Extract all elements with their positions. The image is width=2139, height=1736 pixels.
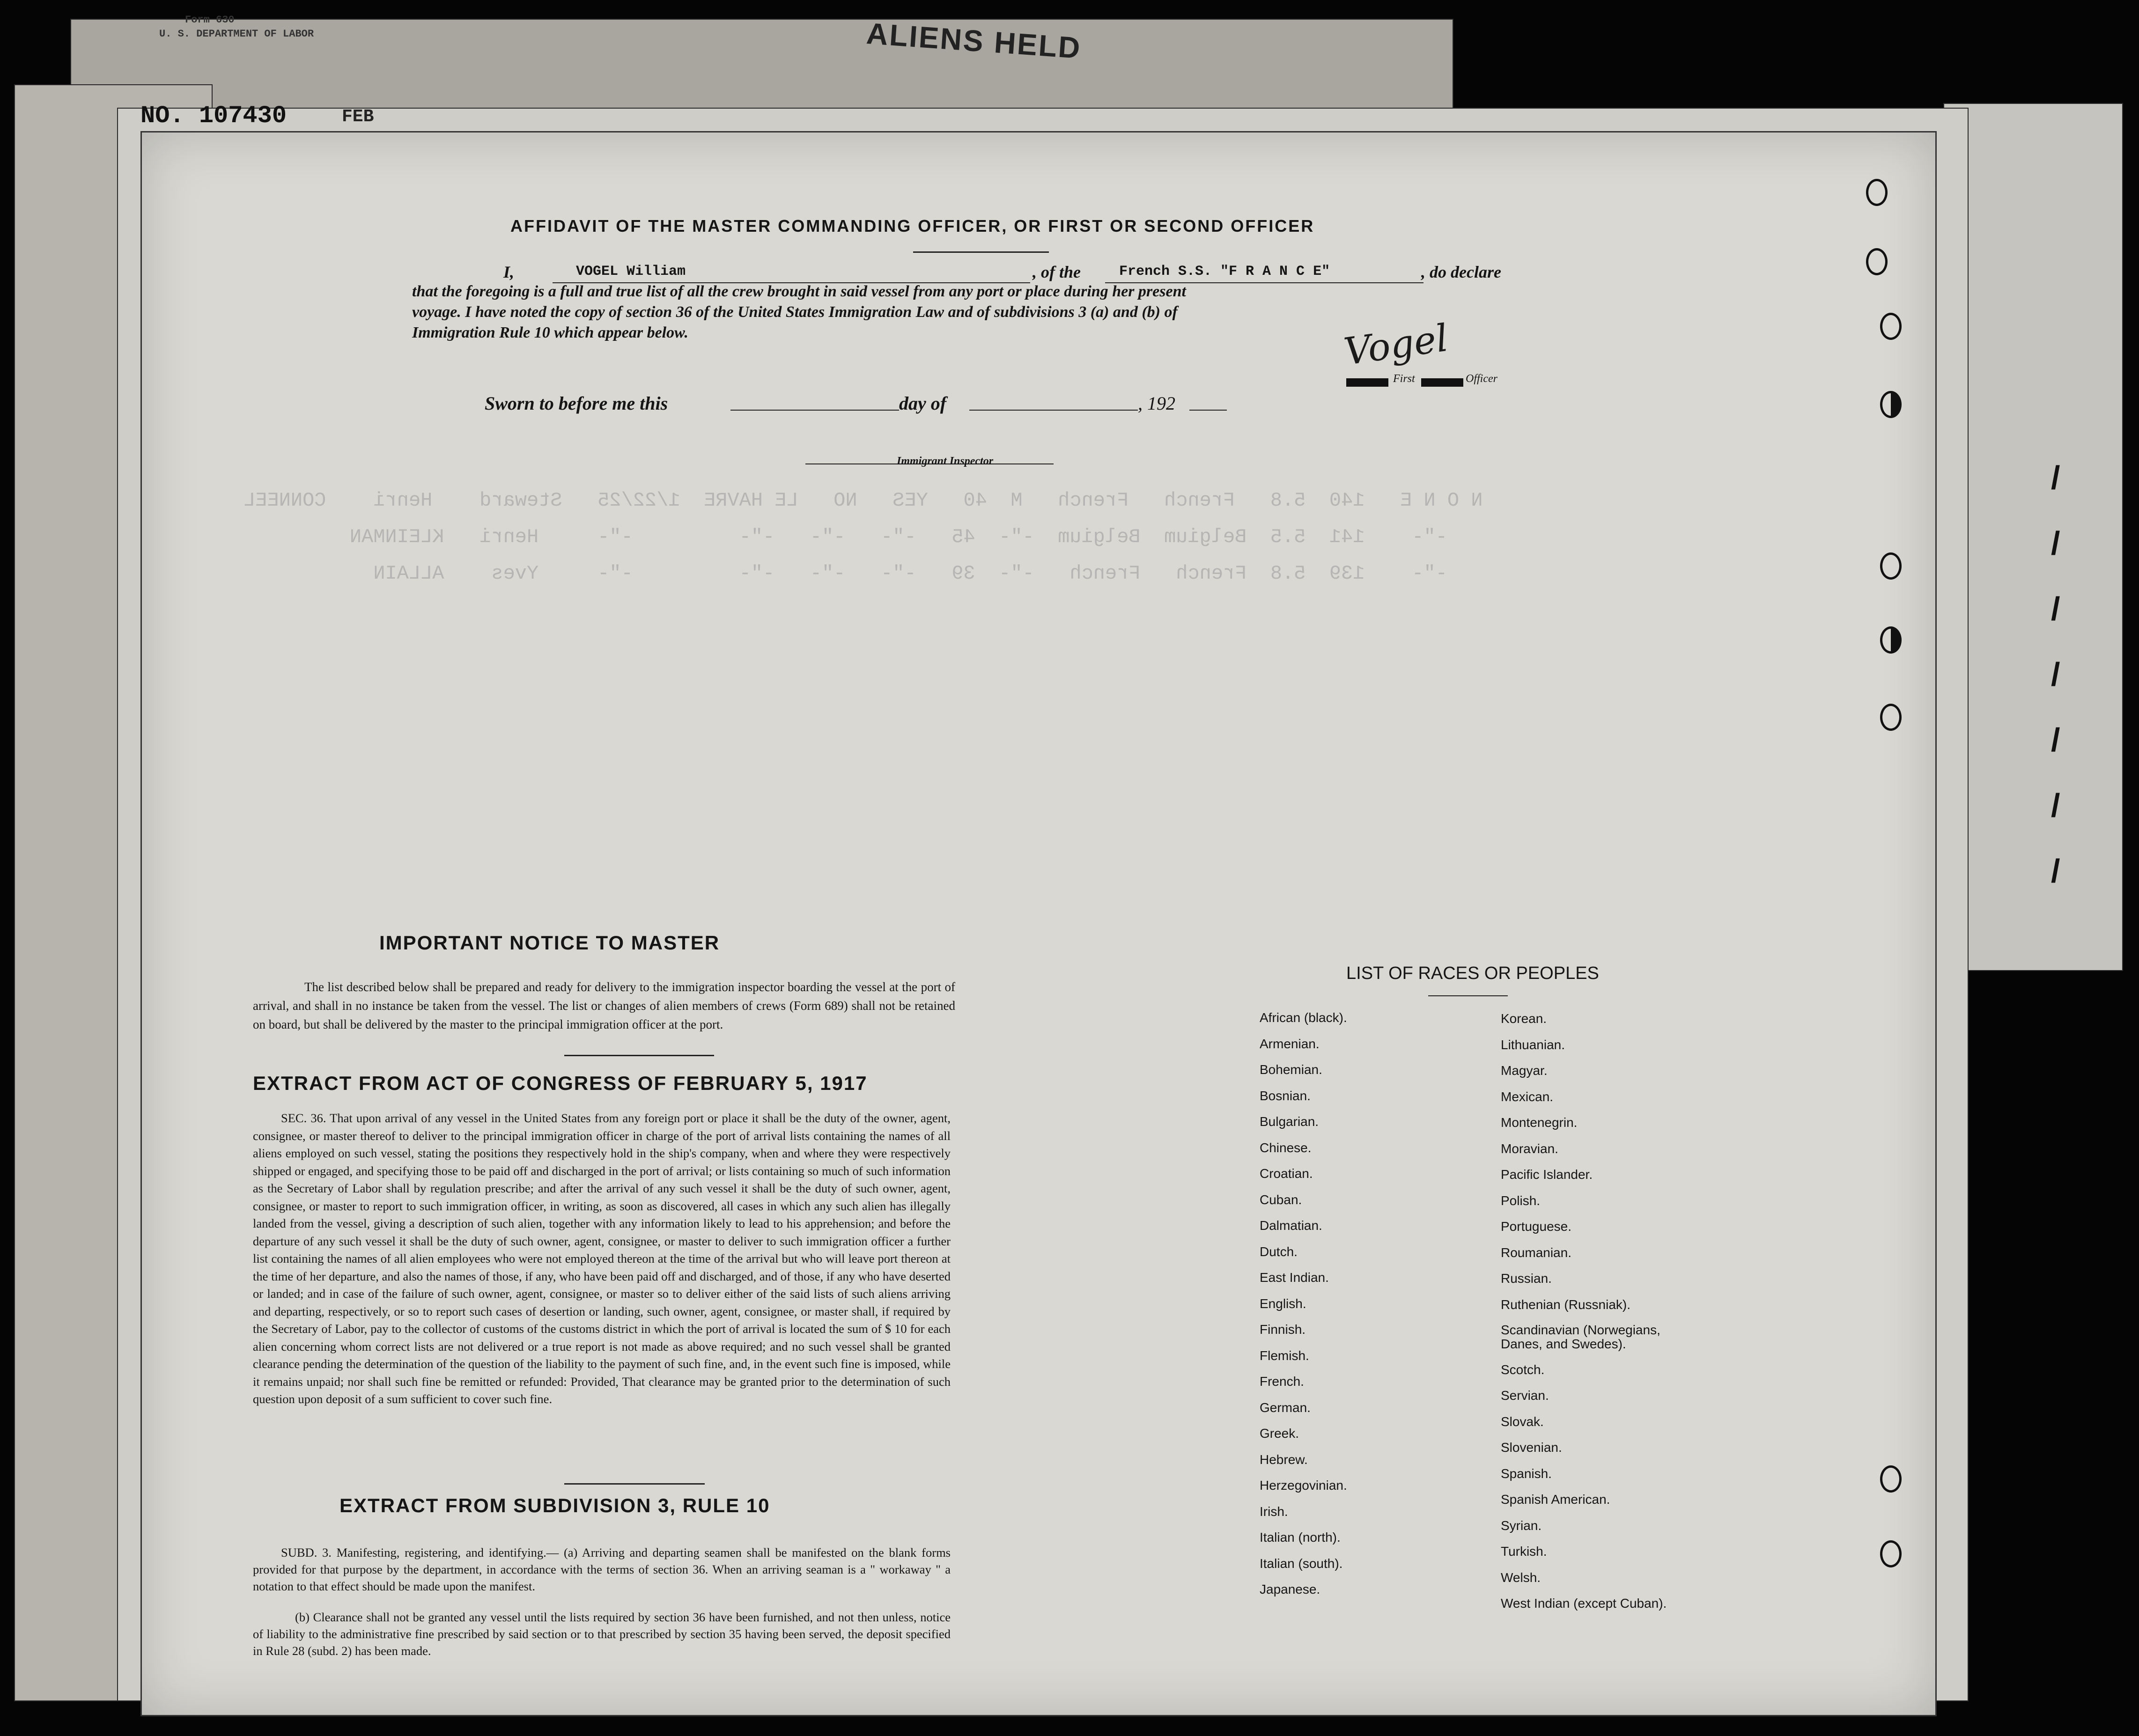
- race-item: Slovenian.: [1501, 1440, 1562, 1455]
- race-item: English.: [1260, 1296, 1306, 1311]
- race-item: Scotch.: [1501, 1362, 1545, 1377]
- extract-rule-text-a: SUBD. 3. Manifesting, registering, and identifying.— (a) Arriving and departing seamen shall be manifested on the blank forms provided for that purpose by the department, in accordance with the terms of section 36. When an arriving seaman is a " workaway " a notation to that effect should be made upon the manifest.: [253, 1545, 951, 1593]
- race-item: Japanese.: [1260, 1582, 1320, 1596]
- officer-name-field: VOGEL William: [576, 264, 686, 280]
- race-item: Italian (south).: [1260, 1556, 1343, 1571]
- officer-signature: Vogel: [1341, 316, 1451, 374]
- race-item: Spanish American.: [1501, 1492, 1610, 1507]
- race-item: Korean.: [1501, 1011, 1547, 1026]
- race-item: Servian.: [1501, 1388, 1549, 1403]
- binder-hole: [1866, 179, 1888, 206]
- race-item: Roumanian.: [1501, 1245, 1571, 1260]
- binder-hole: [1880, 1540, 1902, 1567]
- race-item: Polish.: [1501, 1193, 1541, 1208]
- stub-date-fragment: FEB: [342, 107, 374, 127]
- race-item: Lithuanian.: [1501, 1037, 1565, 1052]
- binder-hole: [1880, 313, 1902, 340]
- race-item: African (black).: [1260, 1010, 1347, 1025]
- race-item: Herzegovinian.: [1260, 1478, 1347, 1493]
- race-item: West Indian (except Cuban).: [1501, 1596, 1667, 1611]
- binder-hole: [1866, 248, 1888, 275]
- race-item: Mexican.: [1501, 1089, 1554, 1104]
- background-form-right: [1943, 103, 2123, 971]
- race-item: Pacific Islander.: [1501, 1167, 1593, 1182]
- race-item: Bosnian.: [1260, 1088, 1311, 1103]
- race-item: Flemish.: [1260, 1348, 1309, 1363]
- race-item: Finnish.: [1260, 1322, 1306, 1337]
- race-item: Greek.: [1260, 1426, 1299, 1441]
- race-item: Turkish.: [1501, 1544, 1547, 1559]
- races-title: LIST OF RACES OR PEOPLES: [1346, 964, 1599, 983]
- important-notice-text: The list described below shall be prepared and ready for delivery to the immigration inspector boarding the vessel at the port of arrival, and shall in no instance be taken from the vessel. The list or changes of alien members of crews (Form 689) shall not be retained on board, but shall be delivered by the master to the principal immigration officer at the port.: [253, 980, 955, 1031]
- race-item: Ruthenian (Russniak).: [1501, 1297, 1631, 1312]
- officer-word: Officer: [1466, 373, 1497, 385]
- affidavit-do-declare: , do declare: [1421, 263, 1501, 281]
- binder-hole: [1880, 626, 1902, 654]
- race-item: Armenian.: [1260, 1036, 1320, 1051]
- race-item: Dutch.: [1260, 1244, 1298, 1259]
- struck-rank-1: [1346, 378, 1388, 387]
- stub-dept-label: U. S. DEPARTMENT OF LABOR: [159, 28, 314, 40]
- affidavit-prefix: I,: [503, 263, 515, 281]
- title-underline: [913, 251, 1049, 253]
- inspector-label: Immigrant Inspector: [897, 455, 994, 467]
- stub-number: NO. 107430: [140, 102, 287, 130]
- sworn-day-line: [730, 410, 899, 411]
- race-item: Slovak.: [1501, 1414, 1544, 1429]
- race-item: Croatian.: [1260, 1166, 1313, 1181]
- extract-act-title: EXTRACT FROM ACT OF CONGRESS OF FEBRUARY 5, 1917: [253, 1072, 868, 1094]
- race-item: Italian (north).: [1260, 1530, 1341, 1545]
- race-item: Spanish.: [1501, 1466, 1552, 1481]
- extract-rule-title: EXTRACT FROM SUBDIVISION 3, RULE 10: [339, 1494, 770, 1516]
- day-of-label: day of: [899, 393, 947, 414]
- sworn-month-line: [969, 410, 1138, 411]
- race-item: Bulgarian.: [1260, 1114, 1319, 1129]
- race-item: Bohemian.: [1260, 1062, 1322, 1077]
- notice-divider: [564, 1055, 714, 1056]
- race-item: Dalmatian.: [1260, 1218, 1322, 1233]
- extract-rule-text-b: (b) Clearance shall not be granted any vessel until the lists required by section 36 have been furnished, and not then unless, notice of liability to the administrative fine prescribed by said section or to that prescribed by section 35 having been served, the deposit specified in Rule 28 (subd. 2) has been made.: [253, 1610, 951, 1658]
- important-notice-title: IMPORTANT NOTICE TO MASTER: [379, 932, 720, 954]
- race-item: French.: [1260, 1374, 1304, 1389]
- race-item: Russian.: [1501, 1271, 1552, 1286]
- affidavit-of-the: , of the: [1033, 263, 1081, 281]
- race-item: German.: [1260, 1400, 1311, 1415]
- bleedthrough-text: N O N E 140 5.8 French French M 40 YES NO LE HAVRE 1/22/25 Steward Henri CONNEEL -"- 141 5.5 Belgium Belgium -"- 45 -"- -"- -"- -"- Henri KLEINMAN -"- 139 5.8 French French -"- 39 -"- -"- -"- -"- Yves ALLAIN: [243, 489, 1483, 585]
- race-item: Chinese.: [1260, 1140, 1312, 1155]
- race-item: Scandinavian (Norwegians, Danes, and Swedes).: [1501, 1323, 1660, 1351]
- officer-rank: First: [1393, 373, 1415, 385]
- races-underline: [1428, 995, 1508, 996]
- act-divider: [564, 1483, 705, 1485]
- affidavit-line-2: that the foregoing is a full and true list of all the crew brought in said vessel from any port or place during her present: [412, 283, 1186, 300]
- race-item: Magyar.: [1501, 1063, 1548, 1078]
- margin-checkmarks: / / / / / / /: [2051, 459, 2060, 889]
- race-item: Irish.: [1260, 1504, 1288, 1519]
- race-item: Hebrew.: [1260, 1452, 1308, 1467]
- stub-torn-header: ALIENS HELD: [865, 16, 1083, 65]
- vessel-name-field: French S.S. "F R A N C E": [1119, 264, 1330, 280]
- race-item: Welsh.: [1501, 1570, 1541, 1585]
- sworn-label: Sworn to before me this: [485, 393, 668, 414]
- race-item: East Indian.: [1260, 1270, 1329, 1285]
- binder-hole: [1880, 704, 1902, 731]
- struck-rank-2: [1421, 378, 1463, 387]
- race-item: Moravian.: [1501, 1141, 1558, 1156]
- race-item: Cuban.: [1260, 1192, 1302, 1207]
- extract-act-text: SEC. 36. That upon arrival of any vessel in the United States from any foreign port or place it shall be the duty of the owner, agent, consignee, or master thereof to deliver to the principal immigration officer in charge of the port of arrival lists containing the names of all aliens employed on such vessel, stating the positions they respectively hold in the ship's company, when and where they were respectively shipped or engaged, and specifying those to be paid off and discharged in the port of arrival; or lists containing so much of such information as the Secretary of Labor shall by regulation prescribe; and after the arrival of any such vessel it shall be the duty of such owner, agent, consignee, or master to report to such immigration officer, in writing, as soon as discovered, all cases in which any such alien has illegally landed from the vessel, giving a description of such alien, together with any information likely to lead to his apprehension; and before the departure of any such vessel it shall be the duty of such owner, agent, consignee, or master to deliver to such immigration officer a further list containing the names of all alien employees who were not employed thereon at the time of the arrival but who will leave port thereon at the time of her departure, and also the names of those, if any, who have been paid off and discharged, and of those, if any who have deserted or landed; and in case of the failure of such owner, agent, consignee, or master so to deliver either of the said lists of such aliens arriving and departing, respectively, or so to report such cases of desertion or landing, such owner, agent, consignee, or master shall, if required by the Secretary of Labor, pay to the collector of customs of the customs district in which the port of arrival is located the sum of $ 10 for each alien concerning whom correct lists are not delivered or a true report is not made as above required; and no such vessel shall be granted clearance pending the determination of the question of the liability to the payment of such fine, and, in the event such fine is imposed, while it remains unpaid; nor shall such fine be remitted or refunded: Provided, That clearance may be granted prior to the determination of such question upon deposit of a sum sufficient to cover such fine.: [253, 1111, 951, 1406]
- affidavit-sheet: [140, 131, 1937, 1716]
- year-label: , 192: [1138, 393, 1175, 414]
- affidavit-line-4: Immigration Rule 10 which appear below.: [412, 324, 689, 341]
- race-item: Montenegrin.: [1501, 1115, 1578, 1130]
- binder-hole: [1880, 391, 1902, 418]
- binder-hole: [1880, 1465, 1902, 1493]
- race-item: Portuguese.: [1501, 1219, 1571, 1234]
- race-item: Syrian.: [1501, 1518, 1542, 1533]
- binder-hole: [1880, 552, 1902, 580]
- affidavit-line-3: voyage. I have noted the copy of section 36 of the United States Immigration Law and of subdivisions 3 (a) and (b) of: [412, 303, 1178, 321]
- affidavit-title: AFFIDAVIT OF THE MASTER COMMANDING OFFICER, OR FIRST OR SECOND OFFICER: [510, 216, 1315, 235]
- year-line: [1189, 410, 1227, 411]
- stub-form-label: Form 630: [185, 14, 235, 26]
